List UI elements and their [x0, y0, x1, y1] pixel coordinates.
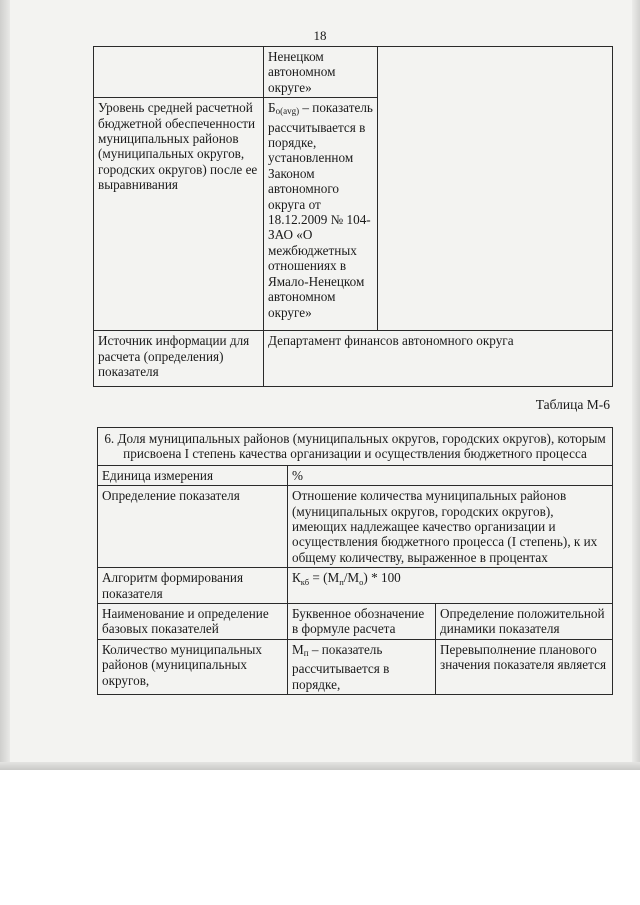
cell-text: – показатель рассчитывается в порядке, установленном Законом автономного округа от 18.12.2009 № 104-ЗАО «О межбюджетных отношениях в Ямало-Ненецком автономном округе» [268, 100, 373, 320]
table-cell [378, 47, 613, 331]
table-cell [94, 47, 264, 98]
table-header-cell: Наименование и определение базовых показателей [98, 604, 288, 640]
formula-subscript: о [359, 577, 364, 588]
table-row [94, 47, 613, 98]
table-cell: Отношение количества муниципальных районов (муниципальных округов, городских округов), имеющих надлежащее качество организации и осуществления бюджетного процесса (I степень), к их общему количеству, выраженное в процентах [288, 486, 613, 568]
table-cell: Источник информации для расчета (определения) показателя [94, 331, 264, 387]
scan-edge-right [632, 0, 640, 770]
table-cell: Перевыполнение планового значения показателя является [436, 639, 613, 694]
table-cell [264, 98, 378, 331]
table-cell: % [288, 465, 613, 485]
formula-cell [288, 568, 613, 604]
table-row [94, 331, 613, 387]
formula-part: ) * 100 [363, 570, 401, 586]
table-cell: Ненецком автономном округе» [264, 47, 378, 98]
symbol-subscript: п [303, 647, 309, 658]
symbol-subscript: o(avg) [275, 106, 300, 117]
formula-part: = (М [309, 570, 340, 586]
table-cell: Количество муниципальных районов (муниципальных округов, [98, 639, 288, 694]
indicator-table-m6 [97, 427, 613, 695]
scan-edge-bottom [0, 762, 640, 770]
formula-part: /М [343, 570, 360, 586]
formula-subscript: п [339, 577, 344, 588]
table-caption: Таблица М-6 [535, 397, 610, 412]
scan-edge-left [0, 0, 10, 770]
symbol: М [292, 641, 304, 657]
table-row [98, 568, 613, 604]
table-row [98, 428, 613, 466]
table-title: 6. Доля муниципальных районов (муниципальных округов, городских округов), которым присвоена I степень качества организации и осуществления бюджетного процесса [98, 428, 613, 466]
table-header-cell: Буквенное обозначение в формуле расчета [288, 604, 436, 640]
formula-subscript: кб [300, 577, 310, 588]
page-number: 18 [313, 28, 327, 43]
indicator-table-continuation [93, 46, 613, 387]
table-cell: Единица измерения [98, 465, 288, 485]
table-row [98, 486, 613, 568]
table-cell: Уровень средней расчетной бюджетной обеспеченности муниципальных районов (муниципальных округов, городских округов) после ее выравнивания [94, 98, 264, 331]
table-row [98, 465, 613, 485]
table-cell: Алгоритм формирования показателя [98, 568, 288, 604]
formula-part: К [292, 570, 301, 586]
table-row [98, 639, 613, 694]
table-cell: Определение показателя [98, 486, 288, 568]
table-cell: Департамент финансов автономного округа [264, 331, 613, 387]
table-cell [288, 639, 436, 694]
symbol: Б [268, 100, 276, 116]
cell-text: – показатель рассчитывается в порядке, [292, 641, 390, 692]
table-header-cell: Определение положительной динамики показателя [436, 604, 613, 640]
table-row [98, 604, 613, 640]
